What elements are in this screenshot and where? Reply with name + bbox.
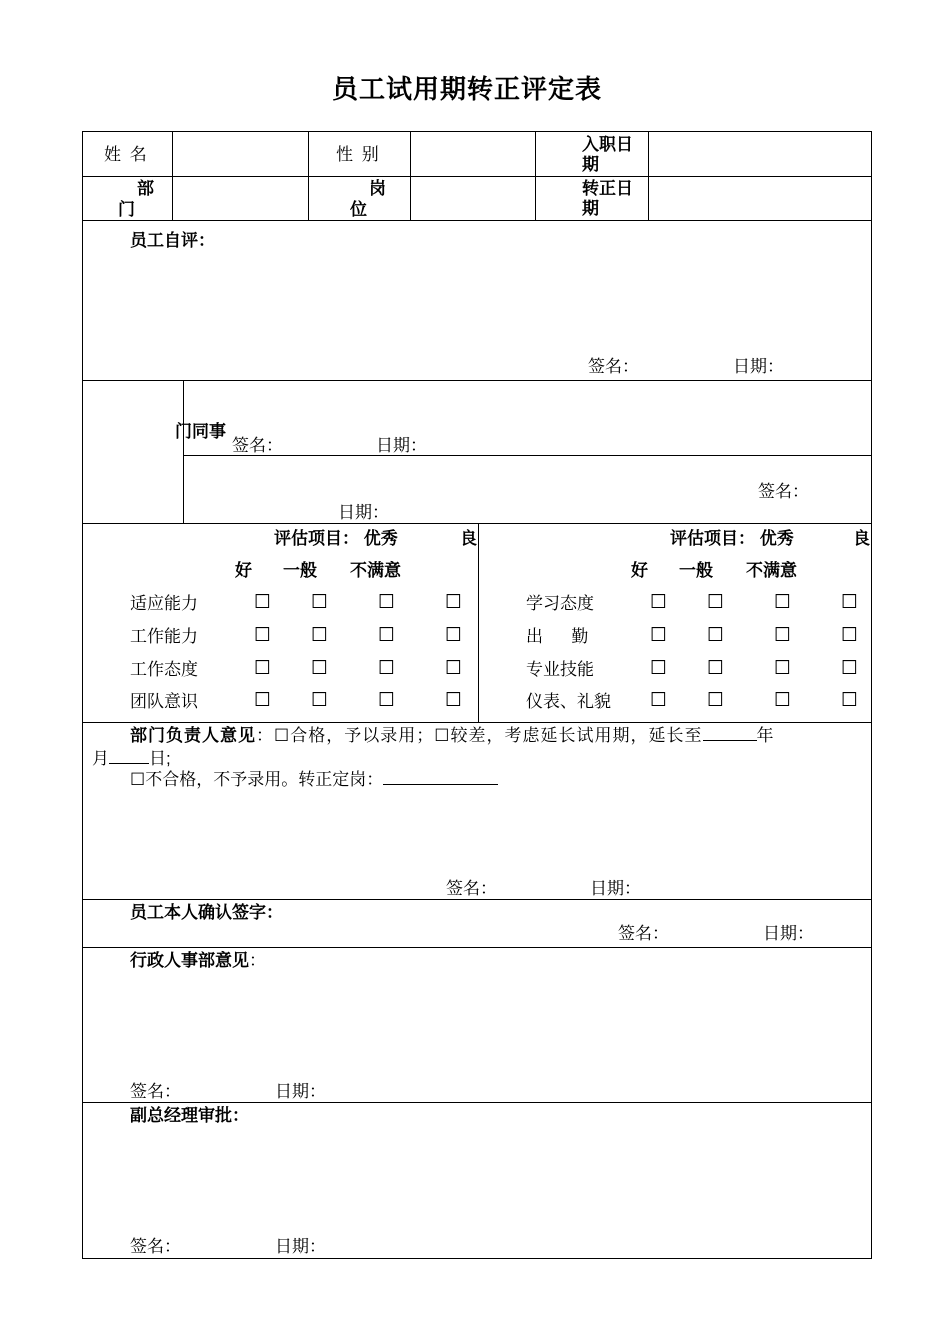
colleague-label: 门同事 <box>175 422 226 441</box>
manager-option-pass[interactable]: ☐合格，予以录用； <box>274 726 435 745</box>
row-line <box>82 1102 872 1103</box>
post-label-line2: 位 <box>350 200 367 219</box>
manager-opinion-line1 <box>130 726 775 746</box>
employee-confirm-sign: 签名： <box>618 924 669 943</box>
col-line <box>535 131 536 220</box>
rating-checkbox-right-average[interactable]: ☐ <box>774 624 792 646</box>
employee-confirm-label: 员工本人确认签字： <box>130 903 283 922</box>
dept-field[interactable] <box>174 178 306 219</box>
rating-header-left-unsatisfied: 不满意 <box>350 561 401 580</box>
rating-checkbox-left-excellent[interactable]: ☐ <box>254 624 272 646</box>
col-line <box>172 131 173 220</box>
vp-approval-label: 副总经理审批： <box>130 1106 249 1125</box>
manager-sign: 签名： <box>446 879 497 898</box>
row-line <box>82 176 872 177</box>
row-line <box>183 455 872 456</box>
rating-checkbox-right-excellent[interactable]: ☐ <box>650 591 668 613</box>
rating-checkbox-left-unsatisfied[interactable]: ☐ <box>445 624 463 646</box>
col-line <box>410 131 411 220</box>
rating-item-left: 工作能力 <box>130 627 198 646</box>
rating-checkbox-right-average[interactable]: ☐ <box>774 689 792 711</box>
rating-header-left-good-a: 良 <box>460 529 477 548</box>
rating-item-left: 适应能力 <box>130 594 198 613</box>
rating-header-left-good-b: 好 <box>235 561 252 580</box>
vp-sign: 签名： <box>130 1237 181 1256</box>
hire-date-label <box>582 135 633 176</box>
colleague-date-2: 日期： <box>338 503 389 522</box>
table-border-bottom <box>82 1258 872 1259</box>
rating-checkbox-right-excellent[interactable]: ☐ <box>650 624 668 646</box>
rating-checkbox-right-unsatisfied[interactable]: ☐ <box>841 657 859 679</box>
rating-checkbox-left-average[interactable]: ☐ <box>378 624 396 646</box>
table-border-top <box>82 131 872 132</box>
row-line <box>82 899 872 900</box>
rating-checkbox-left-average[interactable]: ☐ <box>378 591 396 613</box>
manager-opinion-colon: ： <box>256 726 274 745</box>
regular-post-blank[interactable] <box>383 770 498 785</box>
rating-checkbox-left-good[interactable]: ☐ <box>311 657 329 679</box>
manager-option-poor[interactable]: ☐较差，考虑延长试用期，延长至 <box>434 726 703 745</box>
rating-checkbox-left-good[interactable]: ☐ <box>311 689 329 711</box>
manager-opinion-line3 <box>130 770 498 790</box>
row-line <box>82 722 872 723</box>
manager-opinion-area[interactable] <box>84 795 869 870</box>
colleague-date-1: 日期： <box>376 436 427 455</box>
rating-item-right: 专业技能 <box>526 660 594 679</box>
rating-checkbox-left-unsatisfied[interactable]: ☐ <box>445 657 463 679</box>
rating-checkbox-left-good[interactable]: ☐ <box>311 624 329 646</box>
manager-date: 日期： <box>590 879 641 898</box>
rating-checkbox-right-good[interactable]: ☐ <box>707 657 725 679</box>
manager-month-text: 月 <box>92 749 109 768</box>
rating-header-left-average: 一般 <box>283 561 317 580</box>
hire-date-field[interactable] <box>650 133 869 175</box>
dept-label-line1: 部 <box>137 179 154 198</box>
rating-item-right: 出 勤 <box>526 627 589 646</box>
rating-header-right: 评估项目： 优秀 <box>670 529 794 548</box>
rating-header-left: 评估项目： 优秀 <box>274 529 398 548</box>
hr-opinion-area[interactable] <box>84 975 869 1075</box>
hr-opinion-colon: ： <box>249 951 266 970</box>
rating-checkbox-left-excellent[interactable]: ☐ <box>254 657 272 679</box>
rating-checkbox-right-average[interactable]: ☐ <box>774 591 792 613</box>
self-eval-area[interactable] <box>84 255 869 350</box>
self-eval-sign: 签名： <box>588 357 639 376</box>
row-line <box>82 380 872 381</box>
rating-checkbox-right-excellent[interactable]: ☐ <box>650 689 668 711</box>
employee-confirm-date: 日期： <box>763 924 814 943</box>
rating-checkbox-left-average[interactable]: ☐ <box>378 657 396 679</box>
manager-day-text: 日; <box>149 749 171 768</box>
rating-checkbox-right-good[interactable]: ☐ <box>707 689 725 711</box>
table-border-right <box>871 131 872 1259</box>
vp-date: 日期： <box>275 1237 326 1256</box>
dept-label-line2: 门 <box>118 200 135 219</box>
vp-approval-area[interactable] <box>84 1130 869 1230</box>
self-eval-label: 员工自评： <box>130 231 215 250</box>
rating-checkbox-right-unsatisfied[interactable]: ☐ <box>841 591 859 613</box>
rating-checkbox-left-average[interactable]: ☐ <box>378 689 396 711</box>
manager-year-text: 年 <box>756 726 775 745</box>
rating-item-left: 团队意识 <box>130 692 198 711</box>
post-field[interactable] <box>412 178 533 219</box>
gender-label: 性 别 <box>336 145 381 164</box>
rating-checkbox-right-average[interactable]: ☐ <box>774 657 792 679</box>
rating-item-right: 学习态度 <box>526 594 594 613</box>
rating-checkbox-right-good[interactable]: ☐ <box>707 624 725 646</box>
row-line <box>82 523 872 524</box>
rating-checkbox-right-unsatisfied[interactable]: ☐ <box>841 689 859 711</box>
hire-date-label-line1: 入职日 <box>582 135 633 154</box>
row-line <box>82 947 872 948</box>
self-eval-date: 日期： <box>733 357 784 376</box>
col-line <box>648 131 649 220</box>
gender-field[interactable] <box>412 133 533 175</box>
rating-checkbox-right-excellent[interactable]: ☐ <box>650 657 668 679</box>
hr-sign: 签名： <box>130 1082 181 1101</box>
hr-date: 日期： <box>275 1082 326 1101</box>
rating-checkbox-right-unsatisfied[interactable]: ☐ <box>841 624 859 646</box>
name-label: 姓 名 <box>104 145 149 164</box>
manager-option-fail[interactable]: ☐不合格，不予录用。转正定岗： <box>130 770 384 789</box>
regular-date-label-line1: 转正日 <box>582 179 633 198</box>
page-title: 员工试用期转正评定表 <box>332 74 603 104</box>
manager-opinion-label: 部门负责人意见 <box>130 726 256 745</box>
manager-opinion-line2 <box>92 749 171 769</box>
rating-checkbox-left-unsatisfied[interactable]: ☐ <box>445 591 463 613</box>
rating-checkbox-left-excellent[interactable]: ☐ <box>254 591 272 613</box>
col-line <box>183 380 184 523</box>
colleague-sign-1: 签名： <box>232 436 283 455</box>
row-line <box>82 220 872 221</box>
hr-opinion-heading <box>130 951 266 971</box>
rating-checkbox-left-unsatisfied[interactable]: ☐ <box>445 689 463 711</box>
extend-year-blank[interactable] <box>703 726 757 741</box>
hr-opinion-label: 行政人事部意见 <box>130 951 249 970</box>
rating-item-right: 仪表、礼貌 <box>526 692 611 711</box>
rating-item-left: 工作态度 <box>130 660 198 679</box>
col-line <box>478 523 479 722</box>
name-field[interactable] <box>174 133 306 175</box>
col-line <box>308 131 309 220</box>
rating-header-right-good-b: 好 <box>631 561 648 580</box>
regular-date-label <box>582 179 633 220</box>
rating-checkbox-right-good[interactable]: ☐ <box>707 591 725 613</box>
rating-checkbox-left-excellent[interactable]: ☐ <box>254 689 272 711</box>
extend-month-blank[interactable] <box>109 749 149 764</box>
table-border-left <box>82 131 83 1259</box>
rating-header-right-average: 一般 <box>679 561 713 580</box>
rating-header-right-good-a: 良 <box>853 529 870 548</box>
regular-date-field[interactable] <box>650 178 869 219</box>
colleague-sign-2: 签名： <box>758 482 809 501</box>
post-label-line1: 岗 <box>369 179 386 198</box>
rating-header-right-unsatisfied: 不满意 <box>746 561 797 580</box>
hire-date-label-line2: 期 <box>582 155 599 175</box>
regular-date-label-line2: 期 <box>582 199 599 219</box>
rating-checkbox-left-good[interactable]: ☐ <box>311 591 329 613</box>
